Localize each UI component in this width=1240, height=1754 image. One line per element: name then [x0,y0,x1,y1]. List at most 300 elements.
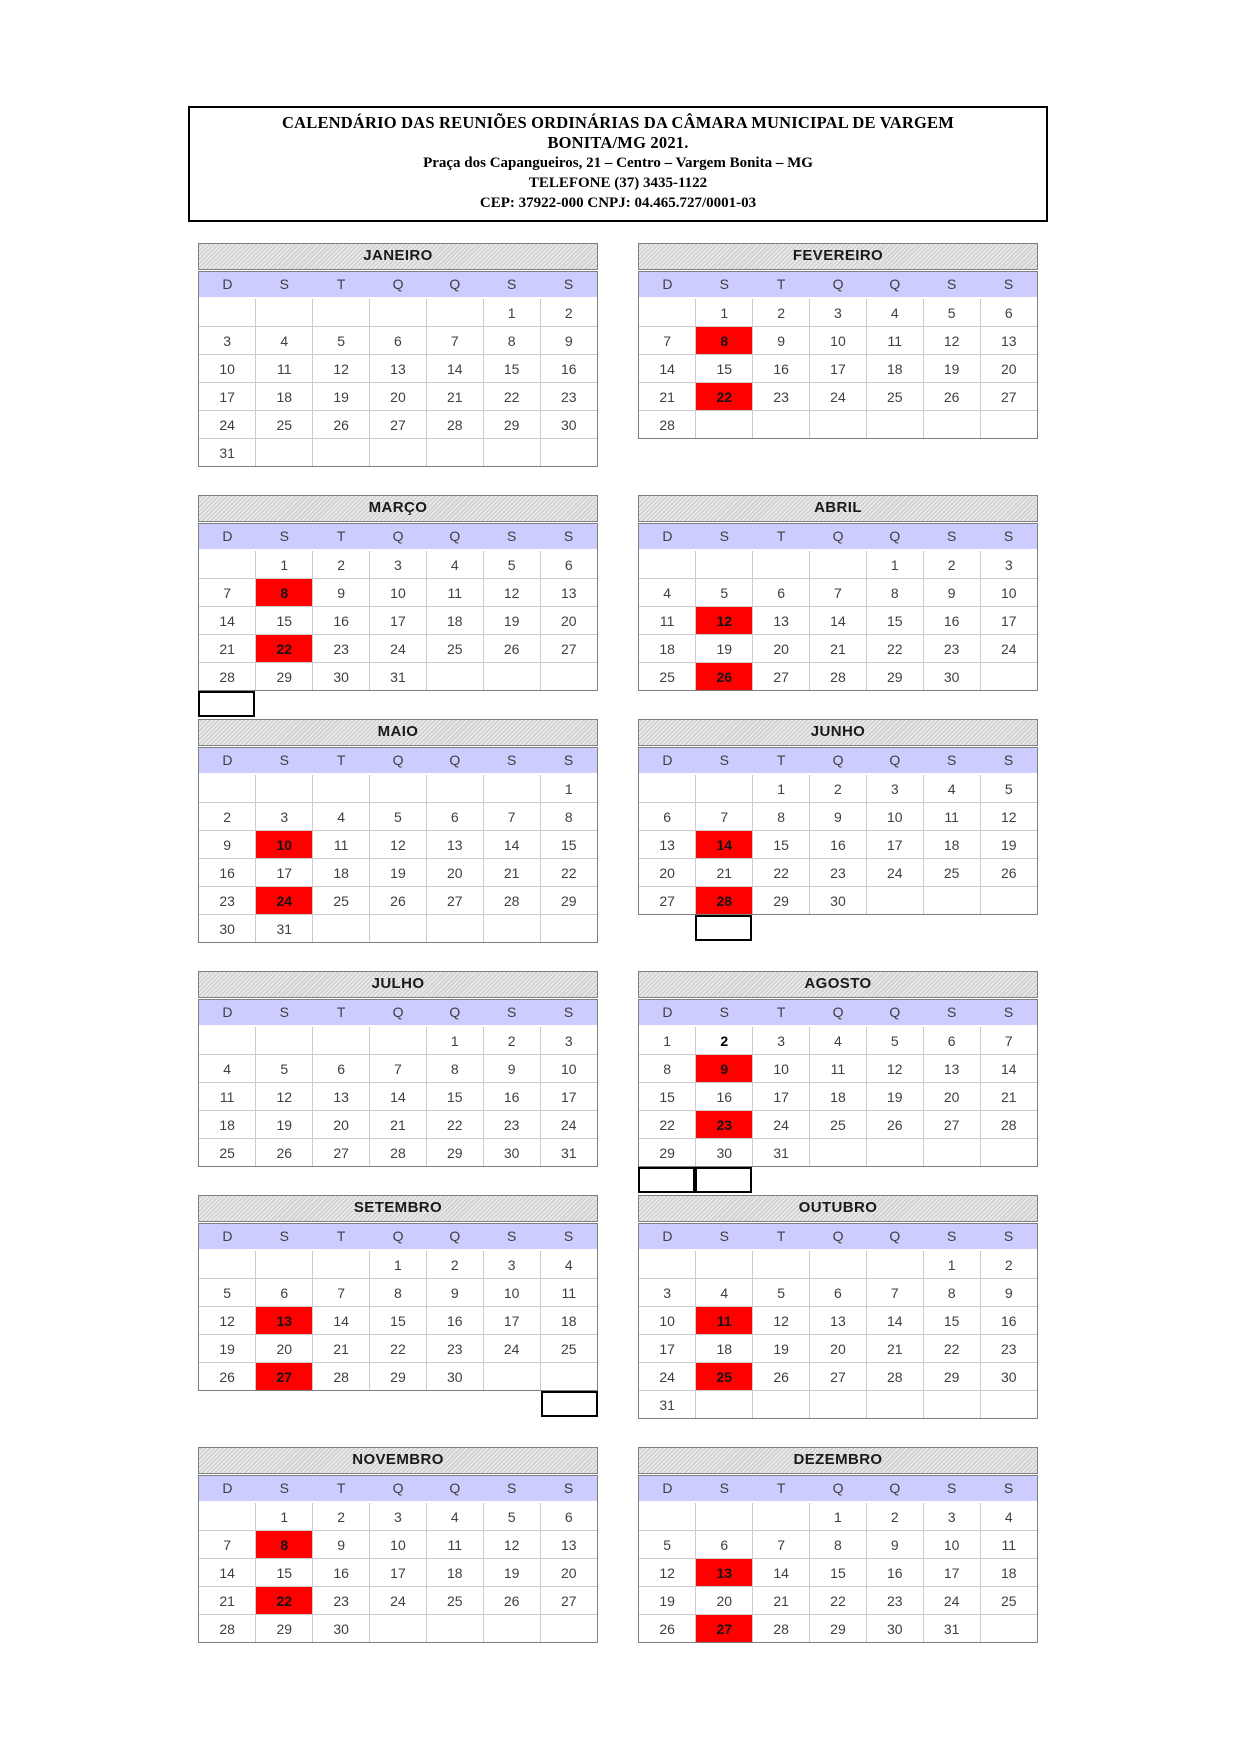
day-cell: 29 [923,1363,980,1391]
weekday-cell: S [507,1480,517,1496]
day-cell: 22 [370,1335,427,1363]
weekday-cell: T [776,1004,786,1020]
week-row [639,663,1037,691]
weekday-cell: S [719,276,729,292]
week-row [639,411,1037,439]
month-title: DEZEMBRO [638,1447,1038,1474]
day-cell: 22 [923,1335,980,1363]
day-cell: 17 [199,383,256,411]
empty-cell [540,915,597,943]
month-body [638,747,1038,915]
day-cell: 26 [313,411,370,439]
day-cell: 11 [540,1279,597,1307]
day-cell: 3 [370,1503,427,1531]
day-cell: 10 [639,1307,696,1335]
day-cell: 20 [540,1559,597,1587]
day-cell: 13 [540,1531,597,1559]
day-cell: 30 [696,1139,753,1167]
empty-cell [810,411,867,439]
day-cell: 12 [923,327,980,355]
weekday-cell: S [507,528,517,544]
weekday-cell: S [279,1480,289,1496]
weeks-table [199,551,597,690]
day-cell: 6 [696,1531,753,1559]
week-row [199,1111,597,1139]
weekday-cell: Q [449,528,461,544]
empty-cell [256,299,313,327]
weekday-cell: S [719,752,729,768]
empty-cell [540,663,597,691]
week-row [199,1027,597,1055]
empty-cell [540,1615,597,1643]
day-cell: 31 [256,915,313,943]
empty-cell [483,1615,540,1643]
day-cell: 29 [540,887,597,915]
month-body [198,1223,598,1391]
day-cell: 31 [923,1615,980,1643]
week-row [639,1055,1037,1083]
empty-cell [923,1139,980,1167]
empty-cell [313,915,370,943]
empty-cell [370,1027,427,1055]
day-cell: 19 [696,635,753,663]
day-cell: 17 [256,859,313,887]
empty-cell [639,551,696,579]
day-cell: 21 [199,635,256,663]
month-title: SETEMBRO [198,1195,598,1222]
weekday-cell: D [222,528,233,544]
day-cell: 29 [639,1139,696,1167]
day-cell: 12 [639,1559,696,1587]
week-row [199,803,597,831]
empty-cell [426,299,483,327]
week-row [639,1335,1037,1363]
weekday-cell: D [662,276,673,292]
day-cell: 29 [426,1139,483,1167]
day-cell: 23 [313,635,370,663]
empty-cell [199,299,256,327]
month-junho [638,719,1038,915]
week-row [199,1531,597,1559]
day-cell: 17 [639,1335,696,1363]
day-cell: 17 [483,1307,540,1335]
day-cell: 17 [753,1083,810,1111]
weekday-cell: S [563,752,574,768]
day-cell: 4 [199,1055,256,1083]
weekday-cell: Q [392,1228,404,1244]
day-cell: 5 [483,551,540,579]
day-cell: 28 [426,411,483,439]
day-cell: 7 [866,1279,923,1307]
weekday-cell: S [719,528,729,544]
weekday-cell: S [719,1228,729,1244]
day-cell: 24 [370,1587,427,1615]
day-cell: 8 [923,1279,980,1307]
day-cell: 1 [810,1503,867,1531]
weekday-cell: S [279,1004,289,1020]
weekday-cell: S [279,276,289,292]
weekday-cell: D [222,1004,233,1020]
day-cell: 4 [810,1027,867,1055]
weekday-cell: Q [449,1228,461,1244]
day-cell: 23 [866,1587,923,1615]
day-cell: 26 [256,1139,313,1167]
day-cell: 31 [370,663,427,691]
weekday-cell: S [1003,1228,1014,1244]
empty-cell [980,887,1037,915]
day-cell: 25 [639,663,696,691]
day-cell: 15 [426,1083,483,1111]
day-cell: 1 [256,551,313,579]
weekday-cell: D [662,752,673,768]
day-cell: 14 [426,355,483,383]
day-cell: 12 [256,1083,313,1111]
weeks-table [639,1251,1037,1418]
day-cell: 19 [199,1335,256,1363]
day-cell: 18 [426,607,483,635]
month-title: MARÇO [198,495,598,522]
day-cell: 7 [483,803,540,831]
empty-cell [256,1027,313,1055]
day-cell: 24 [370,635,427,663]
day-cell: 2 [199,803,256,831]
weeks-table [199,1503,597,1642]
day-cell: 16 [540,355,597,383]
weekday-cell: Q [889,1480,901,1496]
day-cell: 23 [980,1335,1037,1363]
day-cell: 18 [639,635,696,663]
day-cell: 8 [866,579,923,607]
day-cell: 21 [980,1083,1037,1111]
empty-cell [256,439,313,467]
month-title: NOVEMBRO [198,1447,598,1474]
day-cell: 13 [639,831,696,859]
weekday-cell: D [662,528,673,544]
day-cell: 18 [199,1111,256,1139]
weekday-cell: S [947,276,957,292]
weekday-cell: T [776,1228,786,1244]
day-cell: 7 [980,1027,1037,1055]
day-cell: 16 [313,607,370,635]
day-cell: 10 [199,355,256,383]
weekday-cell: T [776,752,786,768]
empty-cell [696,775,753,803]
month-body [638,999,1038,1167]
day-cell: 9 [540,327,597,355]
week-row [639,1503,1037,1531]
week-row [639,579,1037,607]
day-cell: 11 [639,607,696,635]
day-cell: 30 [540,411,597,439]
day-cell: 23 [199,887,256,915]
day-cell-meeting: 8 [256,579,313,607]
day-cell: 15 [923,1307,980,1335]
weekday-cell: Q [889,528,901,544]
day-cell: 25 [256,411,313,439]
day-cell: 24 [810,383,867,411]
day-cell: 22 [639,1111,696,1139]
day-cell: 4 [866,299,923,327]
week-row [199,579,597,607]
day-cell: 10 [483,1279,540,1307]
day-cell: 5 [639,1531,696,1559]
day-cell: 1 [426,1027,483,1055]
day-cell: 27 [313,1139,370,1167]
day-cell: 28 [980,1111,1037,1139]
weekday-cell: Q [392,1004,404,1020]
day-cell: 19 [313,383,370,411]
weekday-cell: D [662,1228,673,1244]
day-cell: 12 [483,579,540,607]
day-cell: 6 [313,1055,370,1083]
day-cell: 7 [810,579,867,607]
day-cell: 6 [540,1503,597,1531]
day-cell: 15 [256,607,313,635]
day-cell: 4 [540,1251,597,1279]
day-cell: 3 [810,299,867,327]
weekday-cell: D [222,1480,233,1496]
weekday-header [199,524,597,551]
empty-cell [696,551,753,579]
artifact-box [695,1167,752,1193]
phone-line: TELEFONE (37) 3435-1122 [528,175,708,191]
empty-cell [923,1391,980,1419]
day-cell-meeting: 27 [256,1363,313,1391]
day-cell: 25 [923,859,980,887]
day-cell-meeting: 24 [256,887,313,915]
day-cell: 24 [483,1335,540,1363]
day-cell: 29 [370,1363,427,1391]
weekday-cell: D [662,1480,673,1496]
day-cell: 29 [753,887,810,915]
day-cell: 26 [866,1111,923,1139]
day-cell: 10 [810,327,867,355]
day-cell: 21 [426,383,483,411]
weekday-cell: Q [392,276,404,292]
weekday-cell: T [776,276,786,292]
day-cell: 30 [199,915,256,943]
week-row [199,1503,597,1531]
weekday-header [639,1224,1037,1251]
day-cell: 4 [256,327,313,355]
weekday-cell: S [1003,752,1014,768]
day-cell: 16 [696,1083,753,1111]
artifact-box [541,1391,598,1417]
day-cell: 15 [639,1083,696,1111]
day-cell: 1 [923,1251,980,1279]
week-row [199,1139,597,1167]
weekday-cell: S [1003,1004,1014,1020]
day-cell: 14 [370,1083,427,1111]
weekday-header [639,1000,1037,1027]
month-novembro [198,1447,598,1643]
week-row [639,1111,1037,1139]
weekday-cell: Q [392,1480,404,1496]
day-cell: 5 [866,1027,923,1055]
day-cell: 20 [923,1083,980,1111]
day-cell: 3 [370,551,427,579]
day-cell: 28 [753,1615,810,1643]
week-row [639,1251,1037,1279]
weekday-cell: S [1003,1480,1014,1496]
day-cell: 5 [313,327,370,355]
day-cell-meeting: 12 [696,607,753,635]
day-cell: 27 [370,411,427,439]
weekday-cell: S [719,1004,729,1020]
month-maio [198,719,598,943]
day-cell: 5 [256,1055,313,1083]
day-cell: 18 [810,1083,867,1111]
day-cell: 18 [256,383,313,411]
day-cell: 3 [980,551,1037,579]
day-cell: 7 [639,327,696,355]
empty-cell [313,1027,370,1055]
weekday-cell: D [222,752,233,768]
empty-cell [866,1391,923,1419]
week-row [639,887,1037,915]
day-cell: 4 [639,579,696,607]
week-row [639,859,1037,887]
day-cell: 8 [639,1055,696,1083]
day-cell: 18 [313,859,370,887]
day-cell: 7 [199,579,256,607]
weekday-cell: S [507,1004,517,1020]
address-line: Praça dos Capangueiros, 21 – Centro – Vargem Bonita – MG [423,155,813,171]
day-cell: 5 [370,803,427,831]
day-cell: 24 [540,1111,597,1139]
week-row [639,551,1037,579]
weekday-header [199,1000,597,1027]
day-cell: 11 [256,355,313,383]
day-cell: 13 [810,1307,867,1335]
weekday-cell: T [336,1004,346,1020]
empty-cell [810,1251,867,1279]
day-cell: 22 [866,635,923,663]
weekday-cell: D [222,276,233,292]
week-row [199,915,597,943]
day-cell-meeting: 8 [256,1531,313,1559]
month-janeiro [198,243,598,467]
weekday-cell: S [507,276,517,292]
weekday-cell: D [222,1228,233,1244]
day-cell: 26 [753,1363,810,1391]
day-cell: 12 [370,831,427,859]
day-cell: 7 [696,803,753,831]
day-cell-meeting: 25 [696,1363,753,1391]
month-title: JANEIRO [198,243,598,270]
day-cell: 31 [639,1391,696,1419]
day-cell: 25 [426,635,483,663]
weekday-cell: S [947,528,957,544]
weekday-cell: S [947,752,957,768]
day-cell: 16 [199,859,256,887]
day-cell: 1 [753,775,810,803]
day-cell: 5 [199,1279,256,1307]
day-cell: 8 [810,1531,867,1559]
day-cell: 16 [866,1559,923,1587]
day-cell: 3 [866,775,923,803]
empty-cell [810,1391,867,1419]
weekday-cell: Q [832,1228,844,1244]
month-julho [198,971,598,1167]
day-cell: 11 [426,1531,483,1559]
week-row [639,775,1037,803]
day-cell: 11 [199,1083,256,1111]
day-cell: 14 [866,1307,923,1335]
month-body [198,523,598,691]
weekday-cell: Q [392,752,404,768]
day-cell: 17 [540,1083,597,1111]
empty-cell [639,1251,696,1279]
day-cell: 26 [639,1615,696,1643]
week-row [199,355,597,383]
empty-cell [639,1503,696,1531]
day-cell: 24 [639,1363,696,1391]
week-row [199,1587,597,1615]
day-cell: 2 [753,299,810,327]
day-cell: 11 [866,327,923,355]
weekday-cell: Q [832,528,844,544]
weekday-cell: Q [832,1480,844,1496]
day-cell: 30 [313,663,370,691]
day-cell: 13 [426,831,483,859]
weekday-cell: Q [832,276,844,292]
empty-cell [753,1503,810,1531]
day-cell: 2 [923,551,980,579]
empty-cell [313,299,370,327]
day-cell: 2 [313,551,370,579]
week-row [639,1391,1037,1419]
day-cell: 19 [866,1083,923,1111]
day-cell: 9 [483,1055,540,1083]
weekday-cell: Q [449,1004,461,1020]
day-cell: 20 [639,859,696,887]
day-cell: 6 [370,327,427,355]
day-cell: 18 [866,355,923,383]
day-cell: 11 [980,1531,1037,1559]
day-cell: 27 [540,1587,597,1615]
empty-cell [256,775,313,803]
day-cell: 31 [540,1139,597,1167]
day-cell: 6 [426,803,483,831]
day-cell-meeting: 9 [696,1055,753,1083]
week-row [639,383,1037,411]
month-setembro [198,1195,598,1391]
weekday-cell: Q [449,1480,461,1496]
day-cell: 21 [810,635,867,663]
day-cell: 20 [256,1335,313,1363]
day-cell: 3 [639,1279,696,1307]
day-cell: 18 [980,1559,1037,1587]
month-title: JUNHO [638,719,1038,746]
empty-cell [426,663,483,691]
week-row [199,1307,597,1335]
empty-cell [923,887,980,915]
empty-cell [980,411,1037,439]
day-cell: 2 [483,1027,540,1055]
month-title: MAIO [198,719,598,746]
day-cell-meeting: 8 [696,327,753,355]
day-cell-meeting: 10 [256,831,313,859]
day-cell: 13 [313,1083,370,1111]
empty-cell [370,439,427,467]
week-row [199,1559,597,1587]
day-cell: 26 [483,1587,540,1615]
day-cell: 21 [696,859,753,887]
week-row [199,1363,597,1391]
artifact-box [198,691,255,717]
day-cell: 26 [370,887,427,915]
